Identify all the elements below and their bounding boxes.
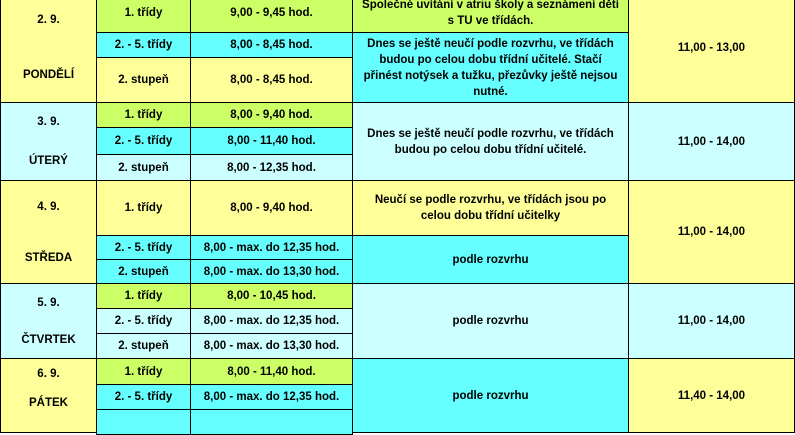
note-cell: Neučí se podle rozvrhu, ve třídách jsou po celou dobu třídní učitelky (352, 180, 629, 236)
time-cell: 8,00 - max. do 13,30 hod. (190, 333, 353, 359)
note-cell: Dnes se ještě neučí podle rozvrhu, ve třídách budou po celou dobu třídní učitelé. Stačí přinést notýsek a tužku, přezůvky ještě nejsou nutné. (352, 32, 629, 103)
time-cell: 8,00 - max. do 12,35 hod. (190, 235, 353, 260)
hours-cell: 11,00 - 14,00 (628, 102, 795, 181)
grade-cell: 1. třídy (96, 180, 191, 236)
day-cell-thursday (0, 283, 97, 359)
hours-cell: 11,40 - 14,00 (628, 358, 795, 433)
day-cell-monday (0, 0, 97, 103)
grade-cell: 1. třídy (96, 283, 191, 309)
day-date: 6. 9. (37, 367, 60, 380)
grade-cell: 1. třídy (96, 102, 191, 128)
time-cell: 8,00 - 12,35 hod. (190, 154, 353, 181)
hours-cell: 11,00 - 14,00 (628, 180, 795, 284)
day-name: ČTVRTEK (21, 333, 76, 346)
time-cell: 8,00 - 8,45 hod. (190, 57, 353, 103)
grade-cell: 1. třídy (96, 0, 191, 33)
day-date: 4. 9. (37, 200, 60, 213)
day-cell-tuesday (0, 102, 97, 181)
time-cell: 8,00 - max. do 13,30 hod. (190, 259, 353, 284)
time-cell: 8,00 - max. do 12,35 hod. (190, 384, 353, 410)
time-cell: 8,00 - 11,40 hod. (190, 358, 353, 385)
time-cell: 8,00 - 10,45 hod. (190, 283, 353, 309)
day-cell-friday (0, 358, 97, 433)
time-cell: 8,00 - 9,40 hod. (190, 102, 353, 128)
day-cell-wednesday (0, 180, 97, 284)
time-cell: 9,00 - 9,45 hod. (190, 0, 353, 33)
time-cell: 8,00 - max. do 12,35 hod. (190, 308, 353, 334)
grade-cell: 2. - 5. třídy (96, 384, 191, 410)
day-name: STŘEDA (24, 251, 73, 264)
grade-cell: 2. stupeň (96, 57, 191, 103)
grade-cell: 2. - 5. třídy (96, 235, 191, 260)
day-date: 2. 9. (37, 14, 60, 27)
note-cell: podle rozvrhu (352, 358, 629, 433)
note-cell: podle rozvrhu (352, 235, 629, 284)
hours-cell: 11,00 - 13,00 (628, 0, 795, 103)
grade-cell: 2. - 5. třídy (96, 32, 191, 58)
note-cell: Společné uvítání v atriu školy a seznámení dětí s TU ve třídách. (352, 0, 629, 33)
grade-cell: 1. třídy (96, 358, 191, 385)
time-cell: 8,00 - 9,40 hod. (190, 180, 353, 236)
grade-cell: 2. stupeň (96, 259, 191, 284)
day-name: PÁTEK (29, 397, 68, 410)
day-name: PONDĚLÍ (22, 68, 75, 81)
note-cell: Dnes se ještě neučí podle rozvrhu, ve třídách budou po celou dobu třídní učitelé. (352, 102, 629, 181)
grade-cell: 2. stupeň (96, 333, 191, 359)
time-cell: 8,00 - 11,40 hod. (190, 127, 353, 155)
time-cell: 8,00 - 8,45 hod. (190, 32, 353, 58)
grade-cell: 2. stupeň (96, 154, 191, 181)
day-date: 3. 9. (37, 116, 60, 129)
note-cell: podle rozvrhu (352, 283, 629, 359)
grade-cell: 2. - 5. třídy (96, 127, 191, 155)
hours-cell: 11,00 - 14,00 (628, 283, 795, 359)
grade-cell: 2. - 5. třídy (96, 308, 191, 334)
day-name: ÚTERÝ (29, 154, 68, 167)
day-date: 5. 9. (37, 296, 60, 309)
